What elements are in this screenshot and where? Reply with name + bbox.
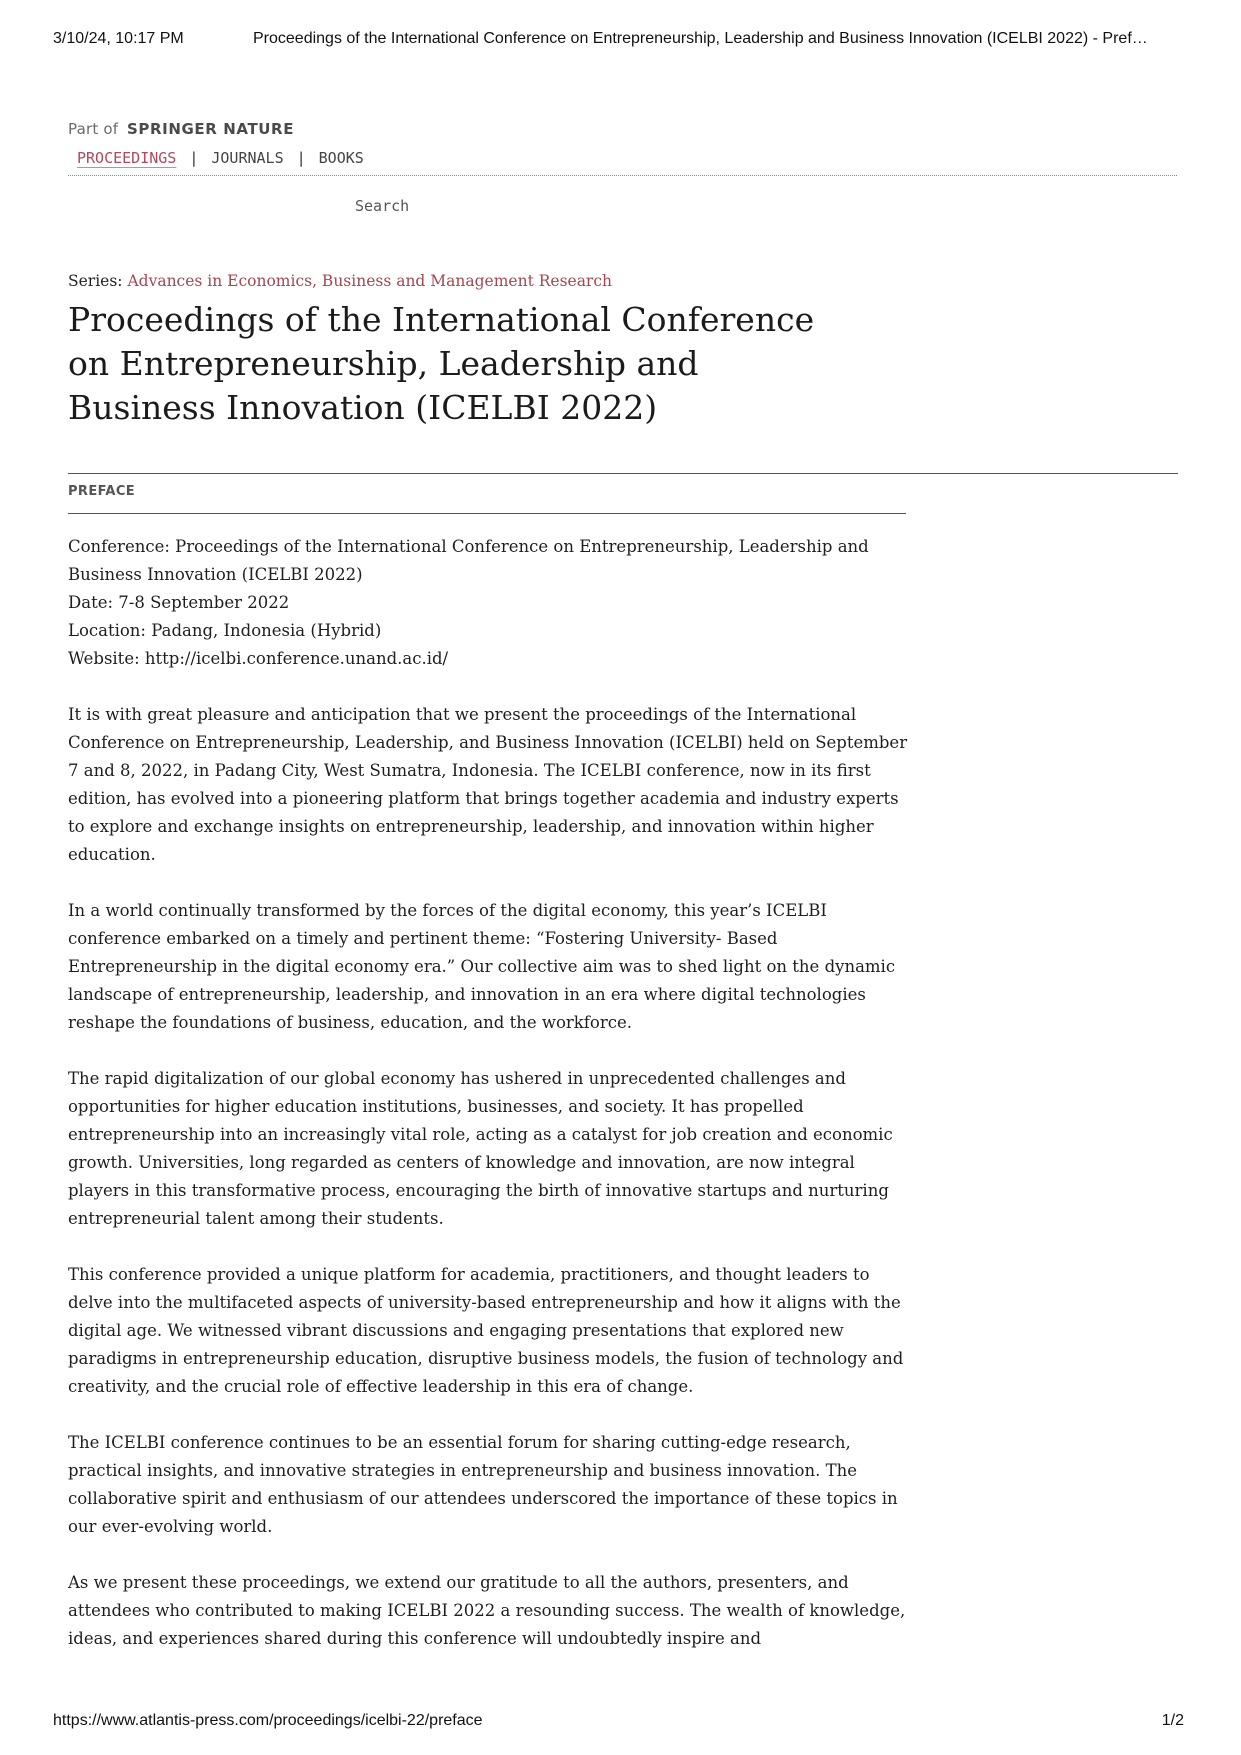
- preface-paragraph: The rapid digitalization of our global economy has ushered in unprecedented challenges and opportunities for higher education institutions, businesses, and society. It has propelled entrepreneurship into an increasingly vital role, acting as a catalyst for job creation and economic growth. Universities, long regarded as centers of knowledge and innovation, are now integral players in this transformative process, encouraging the birth of innovative startups and nurturing entrepreneurial talent among their students.: [68, 1069, 893, 1228]
- print-page-number: 1/2: [1161, 1712, 1184, 1729]
- meta-date: Date: 7-8 September 2022: [68, 593, 290, 612]
- preface-paragraph: In a world continually transformed by the forces of the digital economy, this year’s ICELBI conference embarked on a timely and pertinent theme: “Fostering University- Based Entrepreneurship in the digital economy era.” Our collective aim was to shed light on the dynamic landscape of entrepreneurship, leadership, and innovation in an era where digital technologies reshape the foundations of business, education, and the workforce.: [68, 901, 896, 1032]
- nav-separator: |: [296, 149, 306, 167]
- search-input[interactable]: [355, 197, 655, 215]
- main-nav: [68, 145, 1177, 176]
- conference-meta: [68, 533, 913, 673]
- print-datetime: 3/10/24, 10:17 PM: [53, 30, 184, 47]
- divider: [68, 513, 906, 514]
- preface-paragraph: The ICELBI conference continues to be an essential forum for sharing cutting-edge research, practical insights, and innovative strategies in entrepreneurship and business innovation. The collaborative spirit and enthusiasm of our attendees underscored the importance of these topics in our ever-evolving world.: [68, 1433, 898, 1536]
- print-header: [53, 30, 1201, 52]
- meta-location: Location: Padang, Indonesia (Hybrid): [68, 621, 382, 640]
- series-line: [68, 272, 612, 290]
- preface-paragraph: This conference provided a unique platform for academia, practitioners, and thought leaders to delve into the multifaceted aspects of university-based entrepreneurship and how it aligns with the digital age. We witnessed vibrant discussions and engaging presentations that explored new paradigms in entrepreneurship education, disruptive business models, the fusion of technology and creativity, and the crucial role of effective leadership in this era of change.: [68, 1265, 904, 1396]
- preface-paragraph: As we present these proceedings, we extend our gratitude to all the authors, presenters, and attendees who contributed to making ICELBI 2022 a resounding success. The wealth of knowledge, ideas, and experiences shared during this conference will undoubtedly inspire and: [68, 1573, 906, 1648]
- preface-paragraph: It is with great pleasure and anticipation that we present the proceedings of the International Conference on Entrepreneurship, Leadership, and Business Innovation (ICELBI) held on September 7 and 8, 2022, in Padang City, West Sumatra, Indonesia. The ICELBI conference, now in its first edition, has evolved into a pioneering platform that brings together academia and industry experts to explore and exchange insights on entrepreneurship, leadership, and innovation within higher education.: [68, 705, 908, 864]
- print-url: https://www.atlantis-press.com/proceedings/icelbi-22/preface: [53, 1712, 483, 1729]
- site-header: [68, 118, 1177, 219]
- brand-prefix: Part of: [68, 120, 119, 138]
- nav-item-journals[interactable]: JOURNALS: [211, 149, 284, 167]
- brand-name: SPRINGER NATURE: [127, 120, 295, 138]
- section-label-preface: PREFACE: [68, 484, 136, 499]
- preface-content: [68, 533, 913, 1681]
- series-label: Series:: [68, 272, 123, 290]
- meta-website: Website: http://icelbi.conference.unand.ac.id/: [68, 649, 449, 668]
- print-page-title: Proceedings of the International Conference on Entrepreneurship, Leadership and Business Innovation (ICELBI 2022) - Pref…: [253, 30, 1148, 47]
- nav-item-proceedings[interactable]: PROCEEDINGS: [77, 149, 177, 167]
- series-link[interactable]: Advances in Economics, Business and Management Research: [127, 272, 613, 290]
- meta-conference: Conference: Proceedings of the International Conference on Entrepreneurship, Leadership and Business Innovation (ICELBI 2022): [68, 537, 869, 584]
- nav-item-books[interactable]: BOOKS: [318, 149, 364, 167]
- page-title: Proceedings of the International Conference on Entrepreneurship, Leadership and Business Innovation (ICELBI 2022): [68, 300, 815, 427]
- search-bar: [68, 193, 1177, 219]
- divider: [68, 473, 1178, 474]
- springer-nature-logo[interactable]: [68, 118, 1177, 140]
- nav-separator: |: [189, 149, 199, 167]
